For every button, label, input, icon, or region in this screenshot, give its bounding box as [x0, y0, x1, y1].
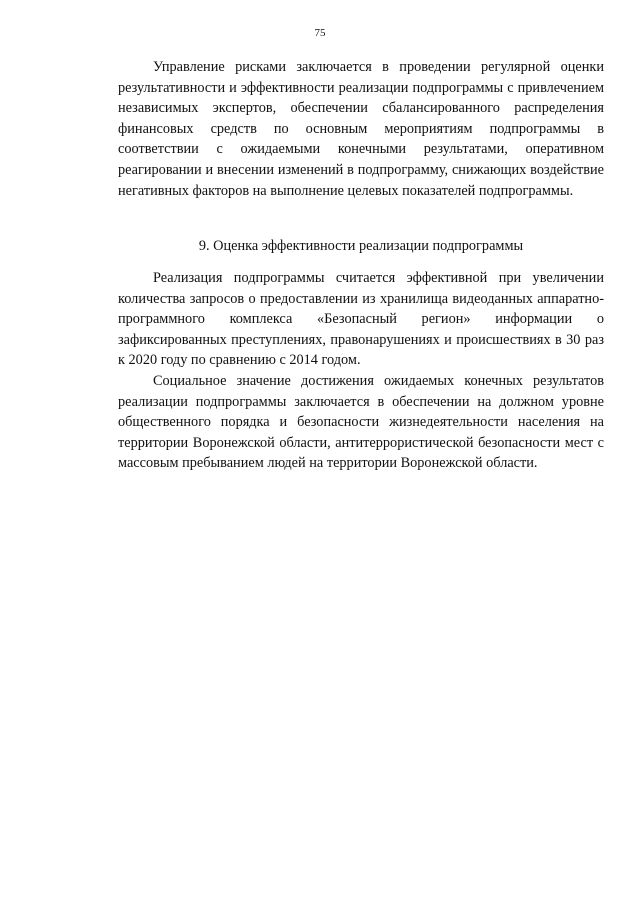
social-significance-paragraph: Социальное значение достижения ожидаемых конечных результатов реализации подпрограммы заключается в обеспечении на должном уровне общественного порядка и безопасности жизнедеятельности населения на территории Воронежской области, антитеррористической безопасности мест с массовым пребыванием людей на территории Воронежской области. [118, 372, 604, 472]
page-number: 75 [314, 27, 326, 39]
efficiency-section [118, 268, 604, 474]
risk-management-paragraph: Управление рисками заключается в проведении регулярной оценки результативности и эффективности реализации подпрограммы с привлечением независимых экспертов, обеспечении сбалансированного распределения финансовых средств по основным мероприятиям подпрограммы в соответствии с ожидаемыми конечными результатами, оперативном реагировании и внесении изменений в подпрограмму, снижающих воздействие негативных факторов на выполнение целевых показателей подпрограммы. [118, 59, 604, 199]
risk-management-section [118, 57, 604, 201]
efficiency-criteria-paragraph: Реализация подпрограммы считается эффективной при увеличении количества запросов о предоставлении из хранилища видеоданных аппаратно-программного комплекса «Безопасный регион» информации о зафиксированных преступлениях, правонарушениях и происшествиях в 30 раз к 2020 году по сравнению с 2014 годом. [118, 270, 604, 369]
section-heading: 9. Оценка эффективности реализации подпрограммы [198, 238, 524, 254]
